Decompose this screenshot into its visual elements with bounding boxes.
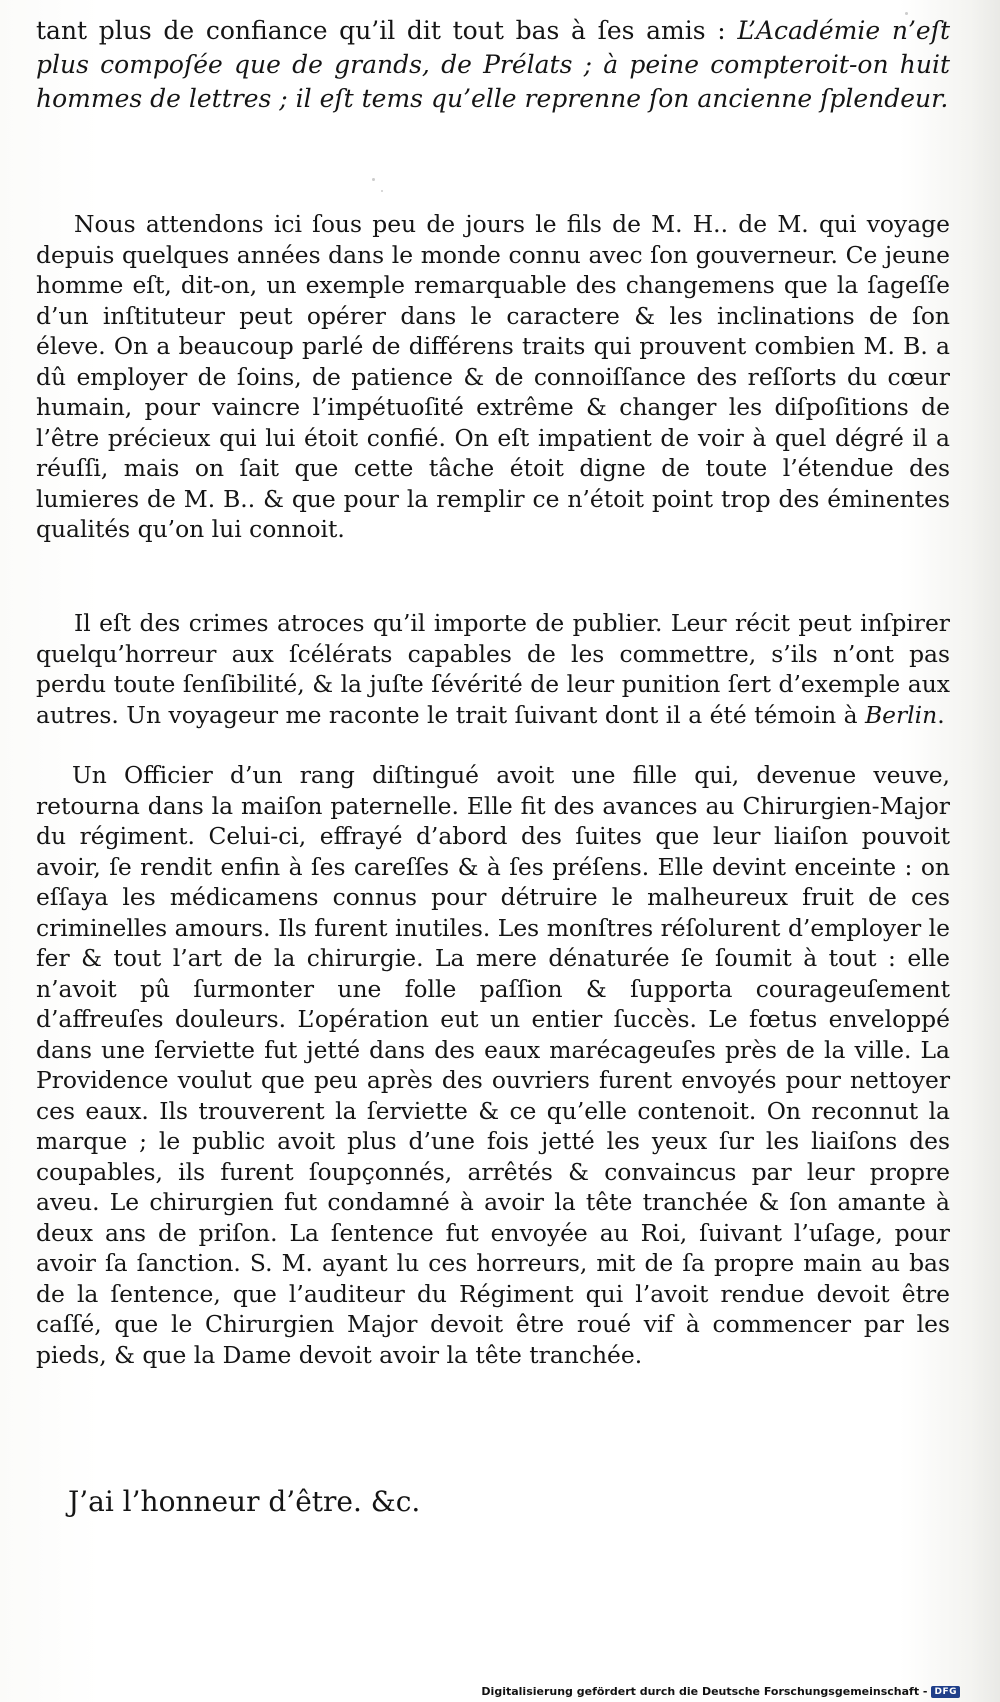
paragraph-atrocious-crimes [36, 608, 950, 730]
academy-quote: L’Académie n’eſt plus compoſée que de grands, de Prélats ; à peine compteroit-on huit hommes de lettres ; il eſt tems qu’elle reprenne ſon ancienne ſplendeur. [36, 16, 950, 113]
paragraph-atrocious-crimes-text: Il eſt des crimes atroces qu’il importe de publier. Leur récit peut inſpirer quelqu’horreur aux ſcélérats capables de les commettre, s’ils n’ont pas perdu toute ſenſibilité, & la juſte ſévérité de leur punition ſert d’exemple aux autres. Un voyageur me raconte le trait ſuivant dont il a été témoin à [36, 609, 950, 729]
closing-salutation: J’ai l’honneur d’être. &c. [68, 1485, 421, 1518]
city-berlin: Berlin [864, 700, 938, 729]
digitization-footer [481, 1685, 960, 1698]
paragraph-traveller-son: Nous attendons ici ſous peu de jours le fils de M. H.. de M. qui voyage depuis quelques années dans le monde connu avec ſon gouverneur. Ce jeune homme eſt, dit-on, un exemple remarquable des changemens que la ſageſſe d’un inſtituteur peut opérer dans le caractere & les inclinations de ſon éleve. On a beaucoup parlé de différens traits qui prouvent combien M. B. a dû employer de ſoins, de patience & de connoiſſance des reſſorts du cœur humain, pour vaincre l’impétuoſité extrême & changer les diſpoſitions de l’être précieux qui lui étoit confié. On eſt impatient de voir à quel dégré il a réuſſi, mais on ſait que cette tâche étoit digne de toute l’étendue des lumieres de M. B.. & que pour la remplir ce n’étoit point trop des éminentes qualités qu’on lui connoit. [36, 210, 950, 543]
footer-credit-text: Digitalisierung gefördert durch die Deutsche Forschungsgemeinschaft - [481, 1685, 928, 1698]
paragraph-officer-story: Un Officier d’un rang diſtingué avoit une fille qui, devenue veuve, retourna dans la maiſon paternelle. Elle fit des avances au Chirurgien-Major du régiment. Celui-ci, effrayé d’abord des ſuites que leur liaiſon pouvoit avoir, ſe rendit enfin à ſes careſſes & à ſes préſens. Elle devint enceinte : on eſſaya les médicamens connus pour détruire le malheureux fruit de ces criminelles amours. Ils furent inutiles. Les monſtres réſolurent d’employer le fer & tout l’art de la chirurgie. La mere dénaturée ſe ſoumit à tout : elle n’avoit pû ſurmonter une folle paſſion & ſupporta courageuſement d’affreuſes douleurs. L’opération eut un entier ſuccès. Le fœtus enveloppé dans une ſerviette fut jetté dans des eaux marécageuſes près de la ville. La Providence voulut que peu après des ouvriers furent envoyés pour nettoyer ces eaux. Ils trouverent la ſerviette & ce qu’elle contenoit. On reconnut la marque ; le public avoit plus d’une fois jetté les yeux ſur les liaiſons des coupables, ils furent ſoupçonnés, arrêtés & convaincus par leur propre aveu. Le chirurgien fut condamné à avoir la tête tranchée & ſon amante à deux ans de priſon. La ſentence fut envoyée au Roi, ſuivant l’uſage, pour avoir ſa ſanction. S. M. ayant lu ces horreurs, mit de ſa propre main au bas de la ſentence, que l’auditeur du Régiment qui l’avoit rendue devoit être caſſé, que le Chirurgien Major devoit être roué vif à commencer par les pieds, & que la Dame devoit avoir la tête tranchée. [36, 761, 950, 1369]
scan-speck [372, 178, 375, 181]
dfg-logo: DFG [931, 1686, 960, 1698]
paragraph-continuation-text: tant plus de confiance qu’il dit tout bas à ſes amis : [36, 16, 738, 45]
scan-speck [905, 12, 908, 15]
scan-speck [381, 190, 383, 192]
paragraph-atrocious-crimes-end: . [937, 700, 945, 729]
paragraph-continuation [36, 14, 950, 116]
